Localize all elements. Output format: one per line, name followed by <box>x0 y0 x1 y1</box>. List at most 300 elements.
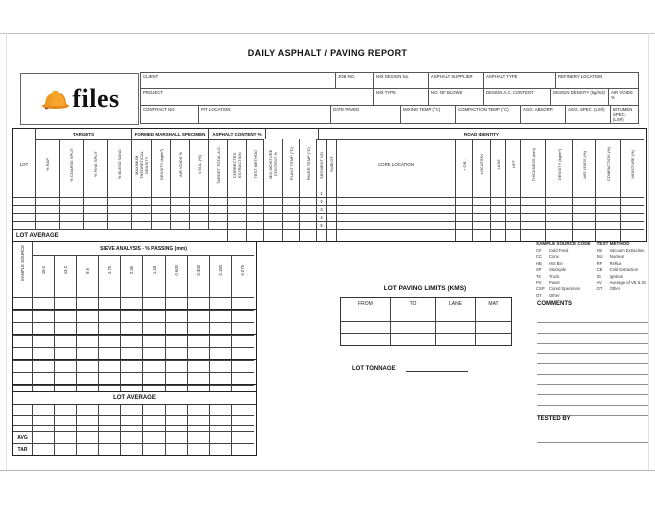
grid-cell <box>596 205 621 213</box>
grid-cell <box>247 221 264 229</box>
grid-cell <box>77 443 99 455</box>
grid-cell <box>228 213 247 221</box>
legend-item: SP Stockpile <box>536 267 566 273</box>
field-mixing-temp: MIXING TEMP (°C) <box>400 105 456 124</box>
lot-tonnage-line <box>406 364 468 372</box>
grid-cell <box>456 221 473 229</box>
grid-cell <box>99 360 121 372</box>
grid-cell <box>132 213 152 221</box>
grid-cell <box>55 297 77 309</box>
column-header: PAVER TEMP (°C) <box>300 139 317 189</box>
grid-cell <box>232 322 254 334</box>
sample-source-header: SAMPLE SOURCE <box>13 242 33 285</box>
grid-cell <box>84 189 108 197</box>
grid-cell <box>232 285 254 297</box>
grid-cell <box>264 197 283 205</box>
grid-cell <box>232 443 254 455</box>
group-header-row <box>13 129 646 139</box>
grid-cell <box>209 205 228 213</box>
grid-cell <box>188 415 210 425</box>
grid-cell <box>108 205 132 213</box>
field-project: PROJECT <box>140 88 374 106</box>
grid-cell <box>228 189 247 197</box>
grid-cell <box>337 229 456 241</box>
grid-cell <box>436 321 476 333</box>
grid-cell <box>327 229 337 241</box>
grid-cell <box>391 309 436 321</box>
legend-item: OT Other <box>596 286 621 292</box>
grid-cell <box>13 205 36 213</box>
paving-limits-header: FROM <box>341 298 391 309</box>
grid-cell <box>152 205 171 213</box>
grid-cell <box>232 347 254 359</box>
field-compaction-temp: COMPACTION TEMP (°C) <box>455 105 521 124</box>
field-client: CLIENT <box>140 72 336 89</box>
grid-cell <box>108 197 132 205</box>
field-design-ac-content: DESIGN A.C. CONTENT <box>483 88 551 106</box>
grid-cell <box>264 189 283 197</box>
grid-cell <box>491 221 506 229</box>
grid-cell <box>188 372 210 384</box>
grid-cell <box>506 197 521 205</box>
grid-cell <box>506 189 521 197</box>
grid-cell <box>283 205 300 213</box>
grid-cell <box>546 189 573 197</box>
grid-cell <box>13 221 36 229</box>
grid-cell <box>190 189 209 197</box>
grid-cell <box>166 372 188 384</box>
column-header: TEST METHOD <box>247 139 264 189</box>
grid-cell <box>33 405 55 415</box>
grid-cell <box>77 322 99 334</box>
grid-cell <box>121 372 143 384</box>
sieve-row <box>13 347 256 360</box>
grid-cell <box>77 297 99 309</box>
grid-cell <box>121 431 143 443</box>
sieve-row <box>13 310 256 322</box>
grid-cell <box>209 213 228 221</box>
grid-cell <box>232 360 254 372</box>
grid-cell <box>232 415 254 425</box>
grid-cell <box>228 205 247 213</box>
paving-limits-header: LANE <box>436 298 476 309</box>
column-header: PLANT TEMP (°C) <box>283 139 300 189</box>
grid-cell <box>13 189 36 197</box>
lot-row <box>13 197 646 205</box>
grid-cell <box>506 205 521 213</box>
grid-cell <box>521 197 546 205</box>
grid-cell <box>13 360 33 372</box>
column-header: V.M.A. (%) <box>190 139 209 189</box>
grid-cell <box>521 229 546 241</box>
grid-cell <box>33 310 55 322</box>
grid-cell <box>99 405 121 415</box>
lot-row <box>13 189 646 197</box>
grid-cell <box>99 322 121 334</box>
grid-cell <box>232 335 254 347</box>
field-refinery-location: REFINERY LOCATION <box>555 72 639 89</box>
field-no-of-blows: NO. OF BLOWS <box>428 88 484 106</box>
grid-cell <box>13 197 36 205</box>
lot-average-table <box>12 391 257 456</box>
grid-cell <box>143 322 165 334</box>
grid-cell <box>327 189 337 197</box>
field-job-no: JOB NO. <box>335 72 374 89</box>
segment-number-cell: 4 <box>317 213 327 221</box>
grid-cell <box>573 189 596 197</box>
grid-cell <box>99 443 121 455</box>
lot-tonnage-label: LOT TONNAGE <box>352 366 396 372</box>
grid-cell <box>33 360 55 372</box>
column-header: LOT <box>13 139 36 189</box>
grid-cell <box>210 347 232 359</box>
grid-cell <box>210 415 232 425</box>
column-header: MIX MOISTURE CONTENT % <box>264 139 283 189</box>
sieve-row <box>13 285 256 297</box>
paving-limits-table <box>340 297 512 346</box>
column-header: SUBLOT <box>327 139 337 189</box>
grid-cell <box>341 321 391 333</box>
grid-cell <box>264 229 283 241</box>
grid-cell <box>300 213 317 221</box>
lot-tonnage <box>352 364 468 372</box>
comment-line <box>537 323 648 333</box>
sieve-rows <box>13 285 256 397</box>
grid-cell <box>77 415 99 425</box>
legend-item: AV Average of VE & IG <box>596 280 647 286</box>
grid-cell <box>143 335 165 347</box>
lot-row <box>13 213 646 221</box>
grid-cell <box>108 213 132 221</box>
grid-cell <box>521 205 546 213</box>
grid-cell <box>13 213 36 221</box>
grid-cell <box>210 405 232 415</box>
grid-cell <box>166 310 188 322</box>
grid-cell <box>337 213 456 221</box>
paving-limits-header: TO <box>391 298 436 309</box>
grid-cell <box>188 285 210 297</box>
grid-cell <box>99 297 121 309</box>
grid-cell <box>473 197 491 205</box>
grid-cell <box>210 310 232 322</box>
grid-cell <box>143 405 165 415</box>
grid-cell <box>473 229 491 241</box>
grid-cell <box>33 443 55 455</box>
grid-cell <box>546 221 573 229</box>
grid-cell <box>55 415 77 425</box>
grid-cell <box>77 347 99 359</box>
sieve-size-header: 2.36 <box>121 255 143 285</box>
grid-cell <box>247 229 264 241</box>
comment-line <box>537 395 648 405</box>
grid-cell <box>13 415 33 425</box>
grid-cell <box>121 310 143 322</box>
grid-cell <box>143 285 165 297</box>
test-method-legend <box>597 241 648 299</box>
sieve-size-header: 0.600 <box>166 255 188 285</box>
legend-item: CC Conv. <box>536 254 560 260</box>
paving-limits-rows <box>341 309 511 345</box>
lot-average-label: LOT AVERAGE <box>16 232 59 239</box>
sieve-row <box>13 297 256 310</box>
grid-cell <box>456 213 473 221</box>
grid-cell <box>209 189 228 197</box>
grid-cell <box>55 360 77 372</box>
grid-cell <box>132 205 152 213</box>
grid-cell <box>166 322 188 334</box>
legend-item: CSP Cored Specimen <box>536 286 581 292</box>
lot-average-rows <box>13 405 256 455</box>
sieve-row <box>13 335 256 347</box>
sieve-size-header: 4.75 <box>99 255 121 285</box>
grid-cell <box>188 310 210 322</box>
field-mix-type: MIX TYPE <box>373 88 429 106</box>
grid-cell <box>121 335 143 347</box>
grid-cell <box>13 347 33 359</box>
column-header: AIR VOIDS (%) <box>573 139 596 189</box>
field-bitumen-spec: BITUMEN SPEC. (LS#) <box>610 105 639 124</box>
comment-line <box>537 313 648 323</box>
grid-cell <box>121 347 143 359</box>
grid-cell <box>188 405 210 415</box>
grid-cell <box>166 443 188 455</box>
legend-item: VE Vacuum Extraction <box>596 248 645 253</box>
grid-cell <box>36 213 60 221</box>
grid-cell <box>99 431 121 443</box>
grid-cell <box>264 205 283 213</box>
grid-cell <box>33 431 55 443</box>
sieve-size-header: 13.2 <box>55 255 77 285</box>
grid-cell <box>132 197 152 205</box>
lot-average-title: LOT AVERAGE <box>13 392 256 405</box>
grid-cell <box>264 213 283 221</box>
grid-cell <box>143 297 165 309</box>
grid-cell <box>171 213 190 221</box>
lot-row <box>13 205 646 213</box>
grid-cell <box>337 189 456 197</box>
grid-cell <box>491 189 506 197</box>
grid-cell <box>209 221 228 229</box>
page-bottom-rule <box>0 470 655 471</box>
grid-cell <box>143 443 165 455</box>
grid-cell <box>546 197 573 205</box>
grid-cell <box>166 431 188 443</box>
grid-cell <box>456 189 473 197</box>
grid-cell <box>13 405 33 415</box>
grid-cell <box>188 335 210 347</box>
grid-cell <box>210 372 232 384</box>
grid-cell <box>166 335 188 347</box>
grid-cell <box>247 205 264 213</box>
paving-limits-row <box>341 321 511 333</box>
grid-cell <box>99 372 121 384</box>
grid-cell <box>77 335 99 347</box>
grid-cell <box>166 285 188 297</box>
grid-cell <box>121 360 143 372</box>
sieve-size-header-row <box>33 255 256 285</box>
tested-by-label: TESTED BY <box>537 416 571 422</box>
lot-average-row <box>13 431 256 443</box>
grid-cell <box>491 205 506 213</box>
grid-cell <box>573 213 596 221</box>
field-design-density: DESIGN DENSITY (kg/m3) <box>550 88 609 106</box>
grid-cell <box>391 321 436 333</box>
grid-cell <box>55 347 77 359</box>
grid-cell <box>491 213 506 221</box>
grid-cell <box>210 360 232 372</box>
grid-cell <box>143 360 165 372</box>
grid-cell <box>190 205 209 213</box>
grid-cell <box>506 229 521 241</box>
grid-cell <box>55 443 77 455</box>
column-header: % FINE SPLIT <box>84 139 108 189</box>
grid-cell <box>77 360 99 372</box>
column-header: COMPACTION (%) <box>596 139 621 189</box>
grid-cell <box>33 335 55 347</box>
grid-cell <box>210 431 232 443</box>
lot-average-row <box>13 229 646 241</box>
grid-cell <box>188 443 210 455</box>
grid-cell <box>166 405 188 415</box>
grid-cell <box>36 221 60 229</box>
grid-cell <box>60 189 84 197</box>
comments-section <box>537 301 648 416</box>
grid-cell <box>84 197 108 205</box>
grid-cell <box>228 229 247 241</box>
grid-cell <box>283 229 300 241</box>
grid-cell <box>121 415 143 425</box>
comment-line <box>537 375 648 385</box>
grid-cell <box>283 189 300 197</box>
grid-cell <box>476 309 511 321</box>
grid-cell <box>300 189 317 197</box>
comment-line <box>537 344 648 354</box>
legend-item: NU Nuclear <box>596 254 625 260</box>
page-title: DAILY ASPHALT / PAVING REPORT <box>247 48 408 58</box>
grid-cell <box>36 197 60 205</box>
sieve-title: SIEVE ANALYSIS - % PASSING (mm) <box>33 242 254 255</box>
grid-cell <box>36 189 60 197</box>
grid-cell <box>317 229 327 241</box>
comments-label: COMMENTS <box>537 301 572 307</box>
grid-cell <box>77 310 99 322</box>
grid-cell <box>300 197 317 205</box>
grid-cell <box>77 372 99 384</box>
grid-cell <box>546 229 573 241</box>
grid-cell <box>13 285 33 297</box>
column-header: % BLEND SAND <box>108 139 132 189</box>
grid-cell <box>596 189 621 197</box>
grid-cell <box>188 360 210 372</box>
field-contract-no: CONTRACT NO. <box>140 105 199 124</box>
grid-cell <box>166 297 188 309</box>
grid-cell <box>143 372 165 384</box>
grid-cell <box>283 221 300 229</box>
grid-cell <box>456 205 473 213</box>
sieve-size-header: 9.5 <box>77 255 99 285</box>
field-asphalt-supplier: ASPHALT SUPPLIER <box>428 72 484 89</box>
legend-item: CE Cold Extraction <box>596 267 639 273</box>
column-header: MOISTURE (%) <box>621 139 644 189</box>
grid-cell <box>60 197 84 205</box>
grid-cell <box>152 189 171 197</box>
grid-cell <box>33 285 55 297</box>
grid-cell <box>121 322 143 334</box>
grid-cell <box>188 431 210 443</box>
grid-cell <box>132 221 152 229</box>
grid-cell <box>476 333 511 345</box>
grid-cell <box>247 189 264 197</box>
column-header: DENSITY (kg/m³) <box>546 139 573 189</box>
grid-cell <box>33 372 55 384</box>
logo <box>20 73 139 125</box>
grid-cell <box>327 197 337 205</box>
grid-cell <box>456 197 473 205</box>
grid-cell <box>55 285 77 297</box>
legend <box>536 241 648 299</box>
grid-cell <box>55 310 77 322</box>
grid-cell <box>506 213 521 221</box>
group-targets: TARGETS <box>36 129 132 139</box>
grid-cell <box>121 285 143 297</box>
grid-cell <box>152 197 171 205</box>
page-top-rule <box>0 33 655 34</box>
column-header: CORRECTED EXTRACTION <box>228 139 247 189</box>
grid-cell <box>77 285 99 297</box>
grid-cell <box>621 205 644 213</box>
grid-cell <box>596 197 621 205</box>
paving-limits-title: LOT PAVING LIMITS (KMS) <box>383 285 467 292</box>
grid-cell <box>77 431 99 443</box>
lot-rows <box>13 189 646 229</box>
sieve-size-header: 19.0 <box>33 255 55 285</box>
legend-item: IG Ignition <box>596 273 624 279</box>
grid-cell <box>55 431 77 443</box>
grid-cell <box>188 297 210 309</box>
grid-cell <box>108 189 132 197</box>
column-header: CORE LOCATION <box>337 139 456 189</box>
logo-text: files <box>72 84 120 113</box>
grid-cell <box>436 309 476 321</box>
grid-cell <box>33 347 55 359</box>
grid-cell <box>621 197 644 205</box>
field-mix-design-no: MIX DESIGN No. <box>373 72 429 89</box>
grid-cell <box>327 205 337 213</box>
column-header: % RAP <box>36 139 60 189</box>
sieve-row <box>13 322 256 335</box>
segment-number-cell: 5 <box>317 221 327 229</box>
comment-line <box>537 354 648 364</box>
grid-cell <box>171 197 190 205</box>
grid-cell <box>55 322 77 334</box>
grid-cell <box>573 205 596 213</box>
column-header: LANE <box>491 139 506 189</box>
grid-cell <box>210 297 232 309</box>
grid-cell <box>228 221 247 229</box>
group-spacer-temps <box>266 129 319 139</box>
legend-item: CF Cold Feed <box>536 248 569 253</box>
grid-cell <box>621 213 644 221</box>
grid-cell <box>210 443 232 455</box>
grid-cell <box>621 221 644 229</box>
grid-cell <box>132 189 152 197</box>
grid-cell <box>13 297 33 309</box>
grid-cell <box>13 372 33 384</box>
grid-cell <box>77 405 99 415</box>
sieve-size-header: 0.150 <box>210 255 232 285</box>
legend-item: RF Reflux <box>596 260 622 266</box>
grid-cell <box>300 205 317 213</box>
